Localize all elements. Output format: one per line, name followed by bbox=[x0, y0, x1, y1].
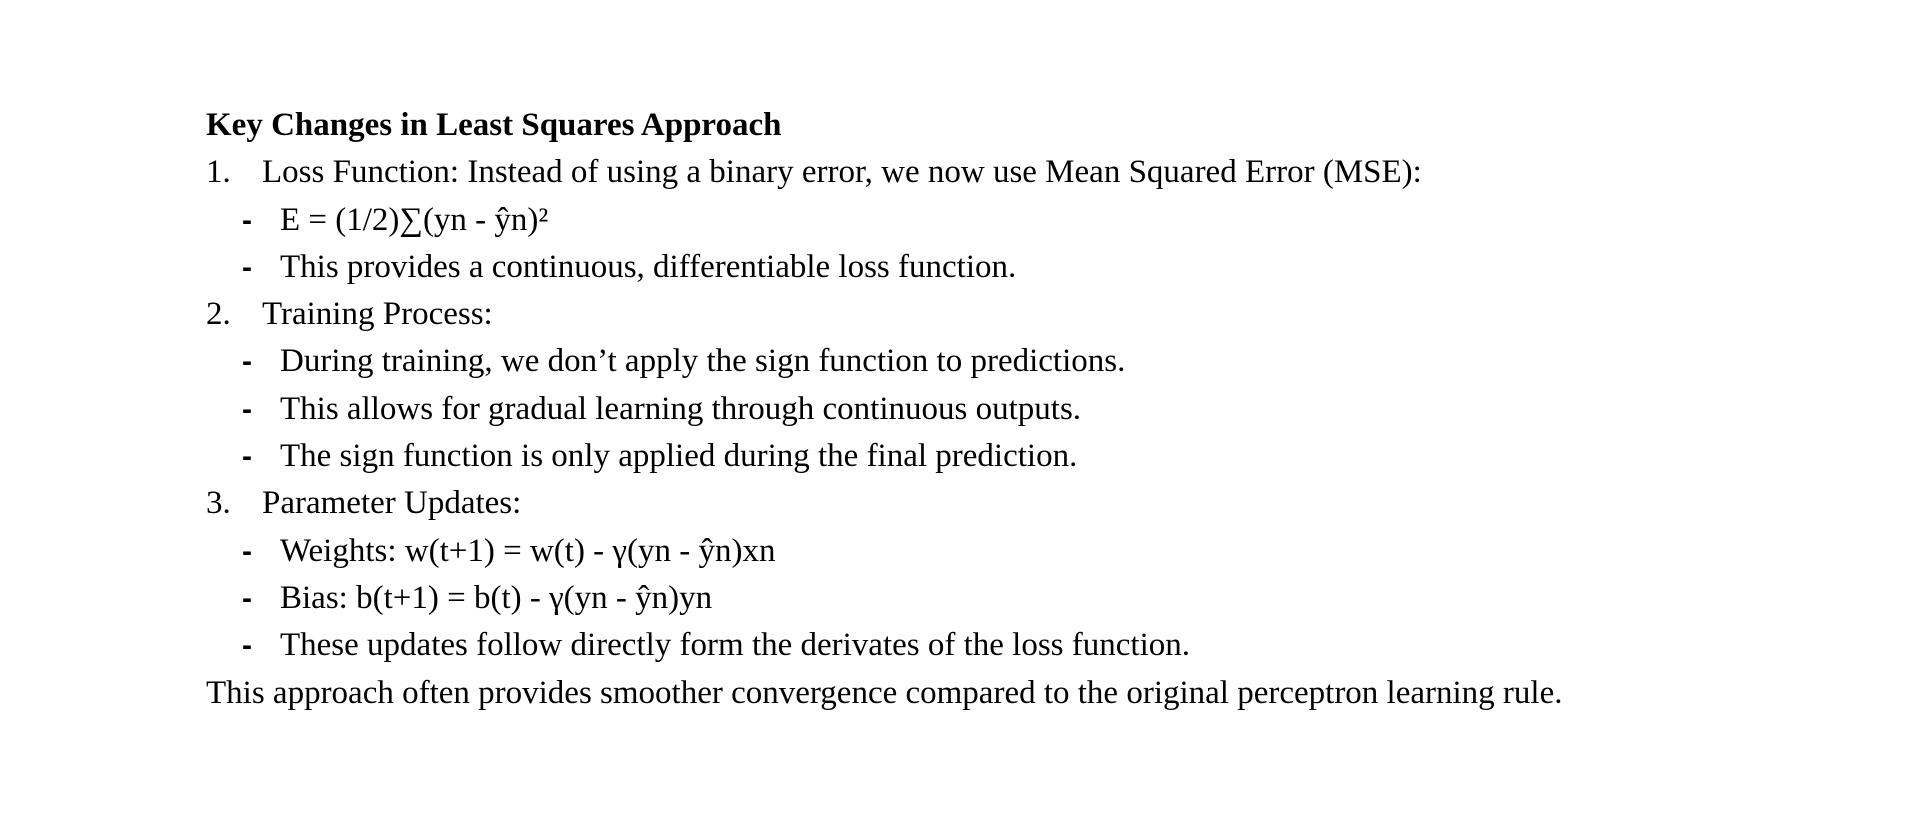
section-1 bbox=[206, 149, 1866, 196]
bullet-text: The sign function is only applied during the final prediction. bbox=[280, 438, 1078, 475]
bullet-text: These updates follow directly form the derivates of the loss function. bbox=[280, 627, 1190, 664]
section-3 bbox=[206, 480, 1866, 527]
bullet-marker: - bbox=[242, 392, 252, 426]
closing-paragraph: This approach often provides smoother convergence compared to the original perceptron learning rule. bbox=[206, 674, 1563, 711]
section-heading: Training Process: bbox=[262, 296, 493, 333]
bullet-marker: - bbox=[242, 440, 252, 474]
bullet-item bbox=[206, 244, 1866, 291]
bullet-marker: - bbox=[242, 534, 252, 568]
bullet-item bbox=[206, 622, 1866, 669]
bullet-text: E = (1/2)∑(yn - ŷn)² bbox=[280, 201, 549, 238]
bullet-item bbox=[206, 197, 1866, 244]
section-2 bbox=[206, 291, 1866, 338]
bullet-item bbox=[206, 528, 1866, 575]
bullet-item bbox=[206, 433, 1866, 480]
bullet-text: Weights: w(t+1) = w(t) - γ(yn - ŷn)xn bbox=[280, 532, 776, 569]
bullet-item bbox=[206, 386, 1866, 433]
section-number: 2. bbox=[206, 296, 231, 333]
bullet-marker: - bbox=[242, 203, 252, 237]
bullet-text: Bias: b(t+1) = b(t) - γ(yn - ŷn)yn bbox=[280, 579, 713, 616]
section-heading: Parameter Updates: bbox=[262, 485, 522, 522]
bullet-item bbox=[206, 338, 1866, 385]
document-title: Key Changes in Least Squares Approach bbox=[206, 107, 782, 143]
section-number: 3. bbox=[206, 485, 231, 522]
document bbox=[206, 102, 1866, 717]
bullet-marker: - bbox=[242, 250, 252, 284]
section-heading: Loss Function: Instead of using a binary error, we now use Mean Squared Error (MSE): bbox=[262, 154, 1422, 191]
bullet-text: During training, we don’t apply the sign function to predictions. bbox=[280, 343, 1126, 380]
bullet-item bbox=[206, 575, 1866, 622]
section-number: 1. bbox=[206, 154, 231, 191]
bullet-marker: - bbox=[242, 581, 252, 615]
bullet-text: This provides a continuous, differentiable loss function. bbox=[280, 248, 1017, 285]
bullet-marker: - bbox=[242, 629, 252, 663]
bullet-text: This allows for gradual learning through continuous outputs. bbox=[280, 390, 1082, 427]
bullet-marker: - bbox=[242, 345, 252, 379]
